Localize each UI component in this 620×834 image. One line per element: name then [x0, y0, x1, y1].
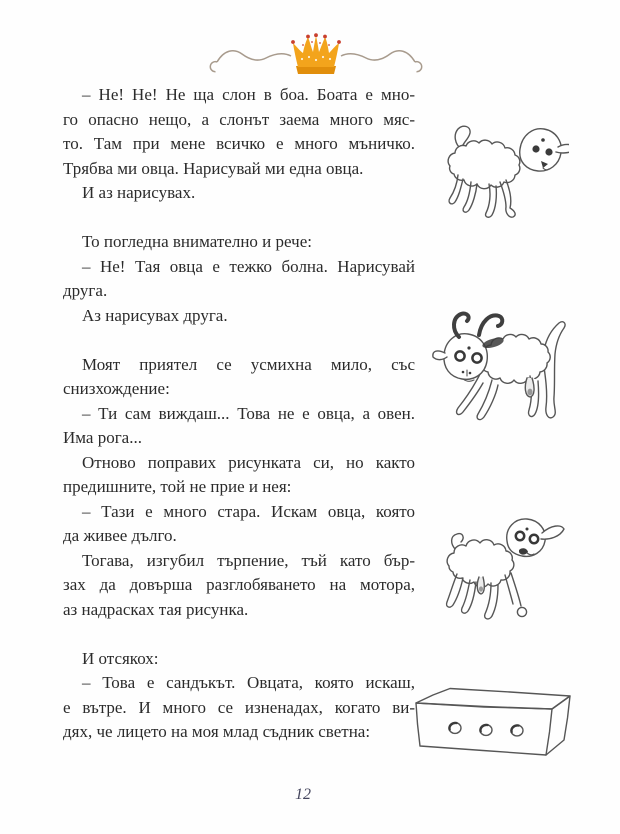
text-line: е вътре. И много се изненадах, когато ви-	[63, 697, 415, 717]
box-drawing	[410, 684, 578, 764]
text-line: Отново поправих рисунката си, но както	[82, 452, 415, 472]
text-line: Моят приятел се усмихна мило, със	[82, 354, 415, 374]
old-sheep-drawing	[443, 511, 565, 629]
text-line: То погледна внимателно и рече:	[82, 232, 312, 251]
text-line: И отсякох:	[82, 648, 159, 668]
text-line: Тогава, изгубил търпение, тъй като бър-	[82, 550, 415, 570]
sheep-drawing	[444, 118, 569, 218]
paragraph	[63, 181, 415, 206]
page-number: 12	[295, 786, 311, 803]
text-line: Трябва ми овца. Нарисувай ми една овца.	[63, 158, 364, 178]
paragraph	[63, 647, 415, 672]
paragraph	[63, 671, 415, 745]
paragraph	[63, 230, 415, 255]
text-line: зах да довърша разглобяването на мотора,	[63, 575, 415, 594]
text-line: то. Там при мене всичко е много мъничко.	[63, 134, 415, 153]
text-line: аз надрасках тая рисунка.	[63, 599, 249, 619]
crown-icon	[291, 33, 341, 74]
text-line: И аз нарисувах.	[82, 183, 196, 202]
text-line: – Ти сам виждаш... Това не е овца, а овен.	[82, 403, 415, 423]
paragraph	[63, 500, 415, 549]
text-line: – Не! Не! Не ща слон в боа. Боата е мно-	[82, 85, 415, 104]
text-line: го опасно нещо, а слонът заема много мяс-	[63, 109, 415, 129]
text-line: Аз нарисувах друга.	[82, 305, 228, 325]
paragraph	[63, 255, 415, 304]
paragraph	[63, 83, 415, 181]
paragraph	[63, 304, 415, 329]
chapter-ornament	[196, 32, 436, 78]
paragraph	[63, 353, 415, 402]
ram-drawing	[432, 304, 572, 440]
paragraph	[63, 451, 415, 500]
text-line: – Тази е много стара. Искам овца, която	[82, 501, 415, 521]
paragraph	[63, 402, 415, 451]
body-text	[63, 83, 415, 745]
swirl-right-icon	[341, 51, 422, 72]
text-line: друга.	[63, 281, 108, 300]
text-line: – Не! Тая овца е тежко болна. Нарисувай	[82, 256, 415, 276]
text-line: дях, че лицето на моя млад съдник светна:	[63, 722, 371, 741]
text-line: – Това е сандъкът. Овцата, която искаш,	[82, 673, 415, 692]
swirl-left-icon	[210, 51, 291, 72]
text-line: снизхождение:	[63, 379, 170, 398]
text-line: предишните, той не прие и нея:	[63, 477, 292, 496]
text-line: да живее дълго.	[63, 526, 177, 545]
text-line: Има рога...	[63, 428, 142, 447]
paragraph	[63, 549, 415, 623]
